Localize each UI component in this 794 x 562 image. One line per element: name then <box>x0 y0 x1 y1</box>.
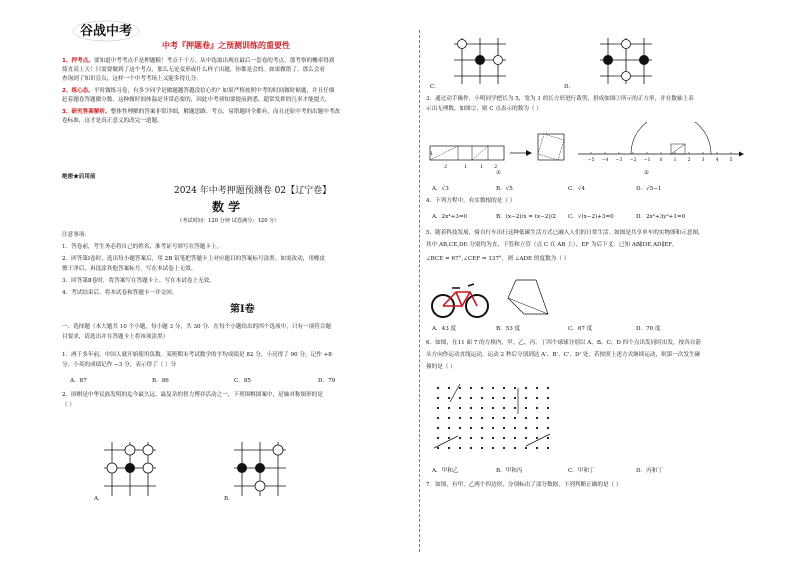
note-2: 2．回答第Ⅰ卷时，选出每小题答案后，用 2B 铅笔把答题卡上对应题目的答案标号涂黑。如需改动，用橡皮 <box>62 256 326 262</box>
exam-title: 2024 年中考押题预测卷 02【辽宁卷】 <box>174 186 332 196</box>
grid-dot <box>503 447 505 449</box>
grid-dot <box>492 427 494 429</box>
bike-geometry-diagram <box>498 276 558 322</box>
grid-dot <box>547 427 549 429</box>
grid-dot <box>470 397 472 399</box>
note-3: 3．回答第Ⅱ卷时，将答案写在答题卡上。写在本试卷上无效。 <box>62 278 215 284</box>
grid-dot <box>470 427 472 429</box>
grid-dot <box>514 387 516 389</box>
grid-dot <box>481 427 483 429</box>
tip-1-line-3: 查询到了知识盲点，这样一个中考考场上又能多得几分。 <box>62 76 202 82</box>
brand-logo <box>72 19 140 43</box>
grid-dot <box>470 417 472 419</box>
grid-dot <box>514 437 516 439</box>
tip-2-line-2: 赶着题卷答题做分数，这种做时间体温是非常必要的，因此中考须知要提前熟悉，超常发挥的几率才能提大。 <box>62 97 331 103</box>
svg-text:2: 2 <box>494 164 498 170</box>
tip-2: 2、练心态。平时做练习卷，有多少同学是做题越答越没信心的？如果严格按照中考的时间做时候题，并且仔细 <box>62 88 335 94</box>
grid-dot <box>492 407 494 409</box>
grid-dot <box>525 417 527 419</box>
grid-dot <box>547 397 549 399</box>
part-title: 第Ⅰ卷 <box>230 304 255 315</box>
number-line-label: 3 <box>701 158 705 163</box>
grid-dot <box>481 447 483 449</box>
grid-dot <box>514 417 516 419</box>
grid-dot <box>481 387 483 389</box>
grid-dot <box>536 387 538 389</box>
exam-meta: （考试时间：120 分钟 试卷满分：120 分） <box>177 218 280 224</box>
number-line-label: −3 <box>615 158 623 163</box>
logo-text: 谷战中考 <box>79 24 133 39</box>
q5-line-2: 其中 AB,CE,DE 分别均为直，下管和立管（点 C 在 AB 上），EF 为后下叉．已知 AB∥DE,AD∥EF， <box>426 242 678 248</box>
number-line-label: 5 <box>729 158 733 163</box>
grid-dot <box>503 427 505 429</box>
q3-line-2: 示出无理数，如图②，则 C 点表示的数为（ ） <box>426 106 542 112</box>
grid-dot <box>492 447 494 449</box>
secret-label: 绝密★启用前 <box>62 174 96 180</box>
grid-dot <box>492 417 494 419</box>
tip-3: 3、研究答案解析。整体性理解的答案非常详细，解题思路、考点、易错题回全都有，而且还原中考的出题中考改 <box>62 109 341 115</box>
q6-option-d[interactable]: D．丙和丁 <box>636 468 663 474</box>
q5-line-3: ∠BCE = 67°,∠CEF = 137°，则 ∠ADE 的度数为（ ） <box>426 256 570 262</box>
q6-option-b[interactable]: B．甲和丙 <box>496 468 523 474</box>
q3-option-d[interactable]: D．√5−1 <box>636 186 662 192</box>
grid-dot <box>481 407 483 409</box>
grid-dot <box>492 387 494 389</box>
q6-line-3: 撞的是（ ） <box>426 364 456 370</box>
q3-number-line <box>576 122 746 172</box>
q6-line-2: 头方向作运动直线运动，运动 2 秒后分别到达 A'、B'、C'、D' 处，若按照上述方式继续运动，则第一次发生碰 <box>426 352 701 358</box>
q3-option-b[interactable]: B．√5 <box>496 186 513 192</box>
grid-dot <box>470 437 472 439</box>
grid-dot <box>503 437 505 439</box>
grid-dot <box>459 387 461 389</box>
svg-text:2: 2 <box>444 164 448 170</box>
grid-dot <box>470 407 472 409</box>
grid-dot <box>525 387 527 389</box>
subject: 数 学 <box>212 200 241 214</box>
grid-dot <box>448 427 450 429</box>
grid-dot <box>514 407 516 409</box>
grid-dot <box>503 417 505 419</box>
q5-option-d[interactable]: D．70 度 <box>636 326 661 332</box>
q5-option-b[interactable]: B．53 度 <box>496 326 521 332</box>
grid-dot <box>503 397 505 399</box>
q3-option-c[interactable]: C．√4 <box>568 186 585 192</box>
grid-dot <box>448 447 450 449</box>
grid-dot <box>525 407 527 409</box>
q3-figure-square <box>536 132 566 162</box>
grid-dot <box>536 417 538 419</box>
grid-dot <box>481 397 483 399</box>
go-board-b <box>230 440 290 498</box>
q2-option-b[interactable]: B． <box>224 496 234 502</box>
tip-1: 1、押考点。要知道中考考点不是押题粮！考点千千万，从中选取出现在最后一套卷的考点，那考察的概率得到 <box>62 58 335 64</box>
q5-option-a[interactable]: A．43 度 <box>432 326 457 332</box>
grid-dot <box>536 397 538 399</box>
grid-dot <box>437 417 439 419</box>
grid-dot <box>514 397 516 399</box>
grid-dot <box>547 387 549 389</box>
grid-dot <box>536 447 538 449</box>
q6-option-a[interactable]: A．甲和乙 <box>432 468 459 474</box>
q3-line-1: 3．通过动手操作，小明同学把长为 5，宽为 1 的长方形进行裁剪，拼成如图①所示的正方形，并在数轴上表 <box>426 96 694 102</box>
go-board-d <box>596 36 656 86</box>
grid-dot <box>492 397 494 399</box>
svg-text:1: 1 <box>464 164 468 170</box>
number-line-label: 4 <box>715 158 719 163</box>
grid-dot <box>459 397 461 399</box>
grid-dot <box>459 447 461 449</box>
grid-dot <box>492 437 494 439</box>
svg-text:1: 1 <box>430 151 434 157</box>
number-line-label: −2 <box>629 158 637 163</box>
grid-dot <box>525 437 527 439</box>
grid-dot <box>459 407 461 409</box>
number-line-label: 2 <box>687 158 691 163</box>
grid-dot <box>459 437 461 439</box>
number-line-label: −5 <box>587 158 595 163</box>
grid-dot <box>470 447 472 449</box>
go-board-a <box>100 440 160 498</box>
grid-dot <box>536 437 538 439</box>
svg-text:1: 1 <box>480 164 484 170</box>
grid-dot <box>437 447 439 449</box>
grid-dot <box>547 417 549 419</box>
grid-dot <box>437 387 439 389</box>
grid-dot <box>459 427 461 429</box>
note-4: 4．考试结束后，将本试卷和答题卡一并交回。 <box>62 290 178 296</box>
grid-dot <box>514 427 516 429</box>
grid-dot <box>448 387 450 389</box>
q5-line-1: 5．随着科技发展，骑自行车出行这种低碳生活方式已融入人们的日常生活．如图是共享单车的实物图和示意图， <box>426 230 704 236</box>
number-line-label: 0 <box>659 158 663 163</box>
grid-dot <box>481 417 483 419</box>
grid-dot <box>536 427 538 429</box>
q4-option-c[interactable]: C．√(x−2)+3=0 <box>568 214 614 220</box>
q4-option-b[interactable]: B．(x−2)/x = (x−2)/2 <box>496 214 556 220</box>
go-board-c <box>450 36 510 86</box>
q3-option-a[interactable]: A．√3 <box>432 186 449 192</box>
number-line-label: −1 <box>643 158 651 163</box>
grid-dot <box>437 407 439 409</box>
column-divider <box>419 30 420 552</box>
q2-line-1: 2．围棋是中华民族发明的迄今最久远、最复杂的智力博弈活动之一，下列围棋图案中，是轴对称图形的是 <box>62 392 323 398</box>
q3-fig-label-1: ① <box>496 170 502 176</box>
note-2-cont: 擦干净后，再选涂其他答案标号。写在本试卷上无效。 <box>62 266 197 272</box>
q1-line-1: 1．两千多年前，中国人就开始使用负数．某班期末考试数学的平均成绩是 82 分，小亮得了 90 分，记作 +8 <box>62 352 332 358</box>
grid-dot <box>448 437 450 439</box>
grid-dot <box>470 387 472 389</box>
header-title: 中考『押题卷』之预测训练的重要性 <box>162 41 290 50</box>
q2-line-2: （ ） <box>62 402 75 408</box>
q4-option-a[interactable]: A．2x⁴+3=0 <box>432 214 468 220</box>
grid-dot <box>536 407 538 409</box>
q3-fig-label-2: ② <box>644 170 650 176</box>
number-line-label: 1 <box>673 158 677 163</box>
grid-dot <box>448 417 450 419</box>
q2-option-a[interactable]: A． <box>94 496 104 502</box>
grid-dot <box>503 387 505 389</box>
q1-option-b[interactable]: B．86 <box>152 378 169 384</box>
grid-dot <box>547 447 549 449</box>
grid-dot <box>525 447 527 449</box>
q1-option-a[interactable]: A．87 <box>70 378 87 384</box>
grid-dot <box>547 407 549 409</box>
grid-dot <box>437 397 439 399</box>
note-1: 1．答卷前，考生务必将自己的姓名、准考证号填写在答题卡上。 <box>62 244 223 250</box>
q2-option-c[interactable]: C． <box>430 84 440 90</box>
tip-3-line-2: 卷标准，这才是真正意义的改完一道题。 <box>62 118 163 124</box>
notes-title: 注意事项： <box>62 232 90 238</box>
grid-dot <box>448 407 450 409</box>
bicycle-image <box>430 276 490 322</box>
q2-option-d[interactable]: D． <box>564 84 575 90</box>
grid-dot <box>503 407 505 409</box>
q6-dot-grid <box>430 380 560 460</box>
section-intro-1: 一、选择题（本大题共 10 个小题，每小题 3 分，共 30 分．在每个小题给出的四个选项中，只有一项符合题 <box>62 324 331 330</box>
q1-line-2: 分，小英的成绩记作 −3 分，表示得了（ ）分 <box>62 362 177 368</box>
grid-dot <box>525 397 527 399</box>
grid-dot <box>459 417 461 419</box>
q1-option-c[interactable]: C．85 <box>234 378 251 384</box>
grid-dot <box>437 437 439 439</box>
q6-line-1: 6．如图，在11 面 7 的方格内，甲、乙、丙、丁四个球球分别以 A、B、C、D 四个点出发同时出发，按各自箭 <box>426 340 701 346</box>
q1-option-d[interactable]: D．79 <box>318 378 336 384</box>
q6-option-c[interactable]: C．甲和丁 <box>568 468 595 474</box>
q4-option-d[interactable]: D．2x²+3y²+1=0 <box>636 214 686 220</box>
number-line-label: −4 <box>601 158 609 163</box>
tip-1-line-2: 简直高上天！只需要做到了这个考点，那么无论变形或什么样子出题，你都是会的。如果做错了，那么会看 <box>62 67 325 73</box>
grid-dot <box>514 447 516 449</box>
q5-option-c[interactable]: C．67 度 <box>568 326 593 332</box>
q4-line: 4．下列方程中，有实数根的是（ ） <box>426 198 516 204</box>
grid-dot <box>525 427 527 429</box>
grid-dot <box>437 427 439 429</box>
grid-dot <box>448 397 450 399</box>
section-intro-2: 目要求，请选出并在答题卡上将该项涂黑） <box>62 334 169 340</box>
q3-figure-rectangle <box>428 134 548 174</box>
q7-line: 7．如图，有甲、乙两个四边形，分别标出了部分数据，下列判断正确的是（ ） <box>426 482 622 488</box>
grid-dot <box>481 437 483 439</box>
grid-dot <box>547 437 549 439</box>
